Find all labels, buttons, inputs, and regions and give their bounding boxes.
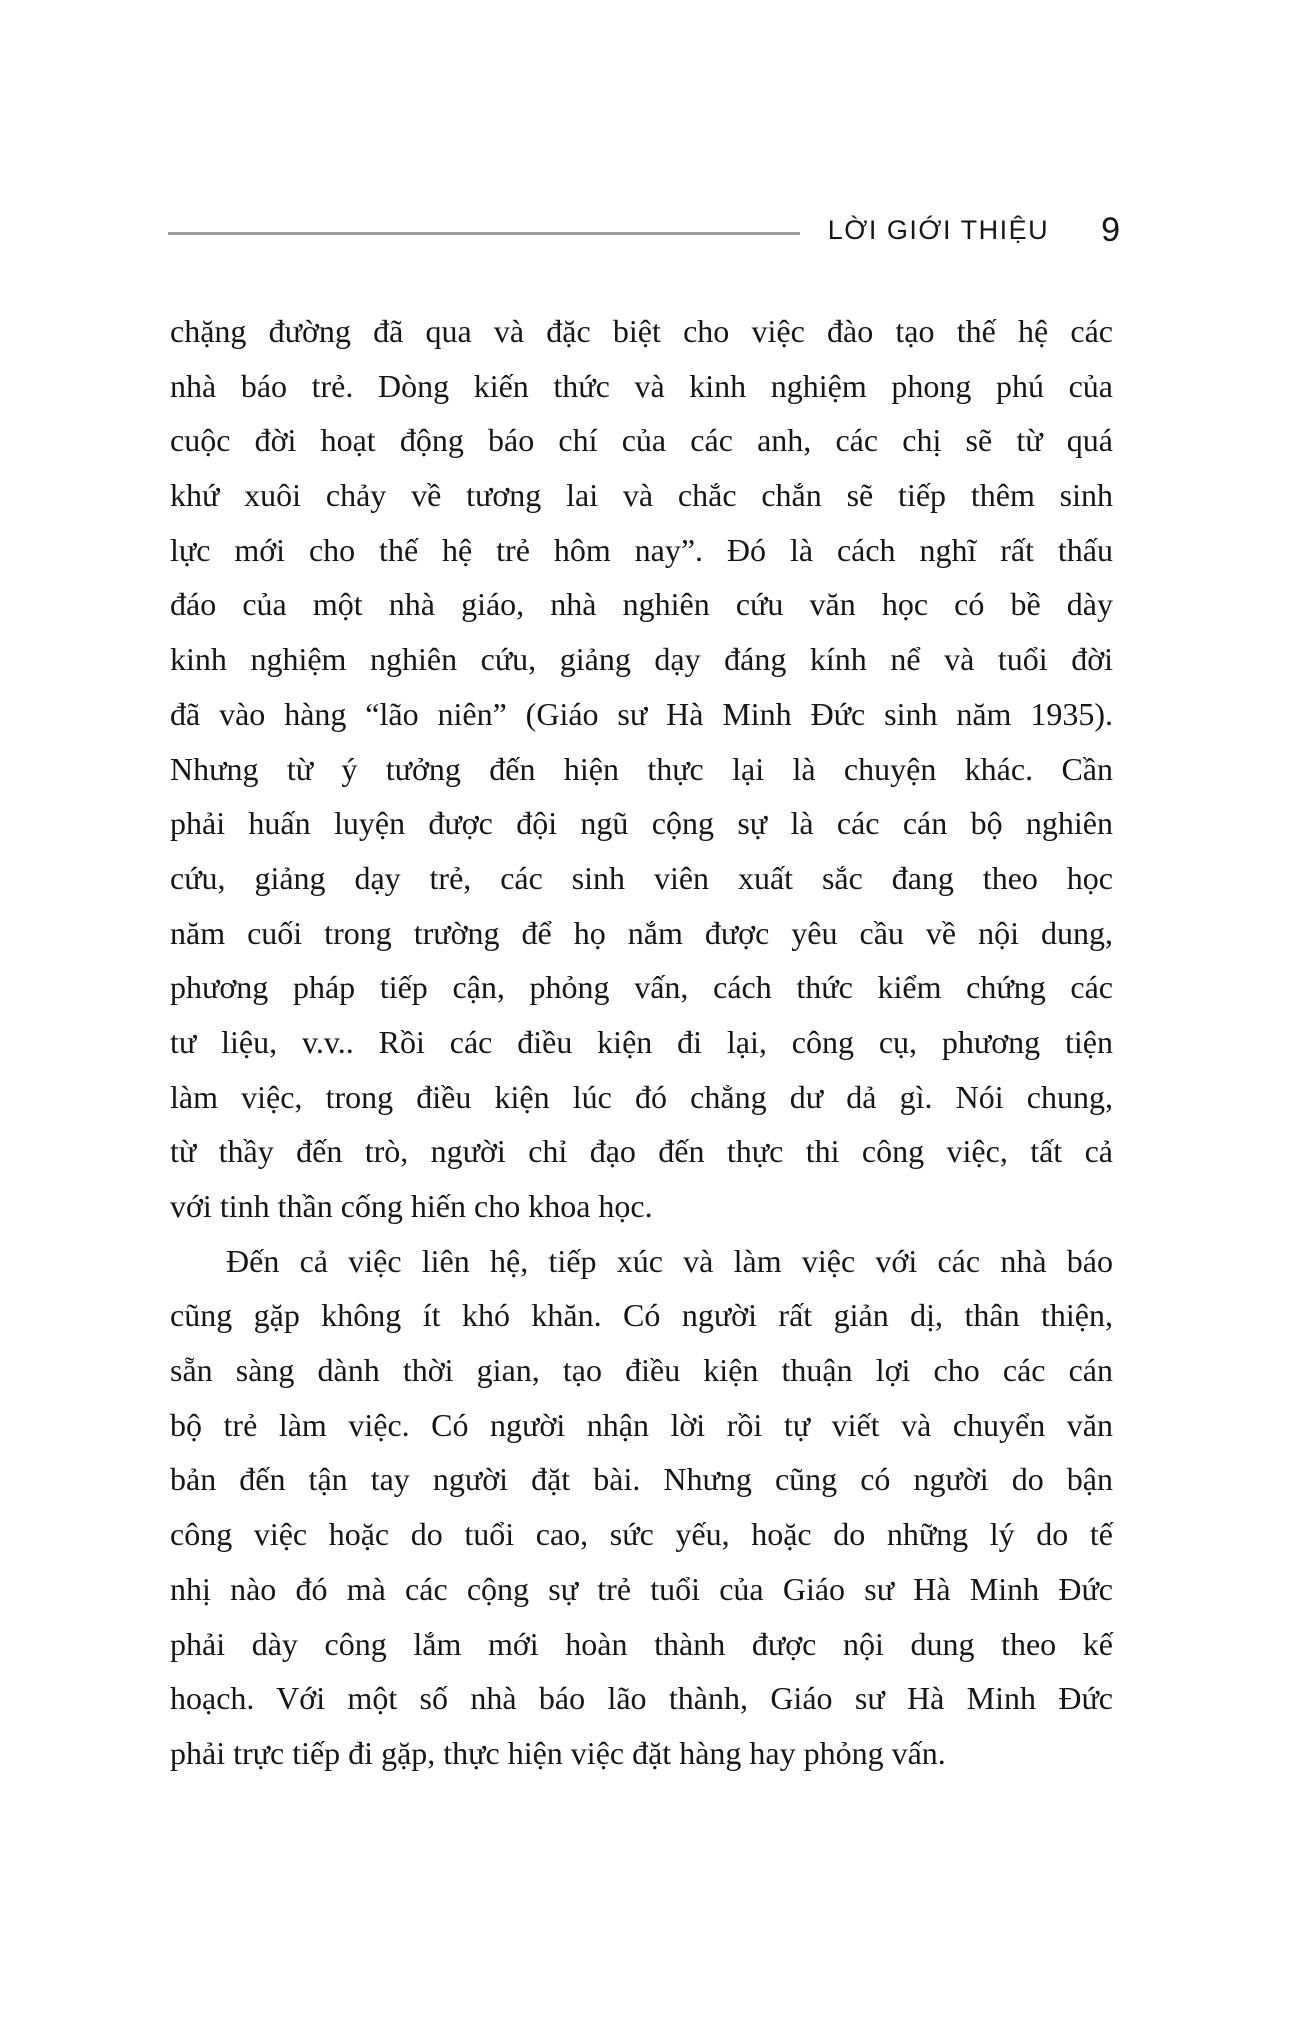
text-line: phương pháp tiếp cận, phỏng vấn, cách thức kiểm chứng các [170,969,1113,1006]
running-header-title: LỜI GIỚI THIỆU [827,214,1050,245]
body-text [170,304,1113,1781]
text-line: lực mới cho thế hệ trẻ hôm nay”. Đó là cách nghĩ rất thấu [170,531,1113,568]
text-line: khứ xuôi chảy về tương lai và chắc chắn sẽ tiếp thêm sinh [170,477,1113,514]
page-number: 9 [1101,210,1120,249]
text-line: với tinh thần cống hiến cho khoa học. [170,1188,653,1224]
text-line: sẵn sàng dành thời gian, tạo điều kiện thuận lợi cho các cán [170,1352,1113,1389]
text-line: đã vào hàng “lão niên” (Giáo sư Hà Minh Đức sinh năm 1935). [170,695,1113,732]
text-line: nhà báo trẻ. Dòng kiến thức và kinh nghiệm phong phú của [170,367,1113,404]
text-line: hoạch. Với một số nhà báo lão thành, Giáo sư Hà Minh Đức [170,1680,1113,1717]
text-line: cuộc đời hoạt động báo chí của các anh, các chị sẽ từ quá [170,422,1113,459]
text-line: cứu, giảng dạy trẻ, các sinh viên xuất sắc đang theo học [170,859,1113,896]
text-line: nhị nào đó mà các cộng sự trẻ tuổi của Giáo sư Hà Minh Đức [170,1570,1113,1607]
text-line: Nhưng từ ý tưởng đến hiện thực lại là chuyện khác. Cần [170,750,1113,787]
running-header [168,203,1120,257]
text-line: phải dày công lắm mới hoàn thành được nội dung theo kế [170,1625,1113,1662]
text-line: Đến cả việc liên hệ, tiếp xúc và làm việc với các nhà báo [226,1242,1113,1279]
text-line: cũng gặp không ít khó khăn. Có người rất giản dị, thân thiện, [170,1297,1113,1334]
text-line: công việc hoặc do tuổi cao, sức yếu, hoặc do những lý do tế [170,1516,1113,1553]
text-line: tư liệu, v.v.. Rồi các điều kiện đi lại, công cụ, phương tiện [170,1023,1113,1060]
text-line: phải trực tiếp đi gặp, thực hiện việc đặt hàng hay phỏng vấn. [170,1734,946,1771]
text-line: kinh nghiệm nghiên cứu, giảng dạy đáng kính nể và tuổi đời [170,641,1113,678]
text-line: chặng đường đã qua và đặc biệt cho việc đào tạo thế hệ các [170,313,1113,349]
text-line: đáo của một nhà giáo, nhà nghiên cứu văn học có bề dày [170,586,1113,623]
text-line: phải huấn luyện được đội ngũ cộng sự là các cán bộ nghiên [170,805,1113,842]
text-line: năm cuối trong trường để họ nắm được yêu cầu về nội dung, [170,914,1113,951]
text-line: từ thầy đến trò, người chỉ đạo đến thực thi công việc, tất cả [170,1133,1113,1170]
text-line: bộ trẻ làm việc. Có người nhận lời rồi tự viết và chuyển văn [170,1406,1113,1443]
text-line: bản đến tận tay người đặt bài. Nhưng cũng có người do bận [170,1461,1113,1498]
header-rule [168,232,800,235]
text-line: làm việc, trong điều kiện lúc đó chẳng dư dả gì. Nói chung, [170,1078,1113,1115]
